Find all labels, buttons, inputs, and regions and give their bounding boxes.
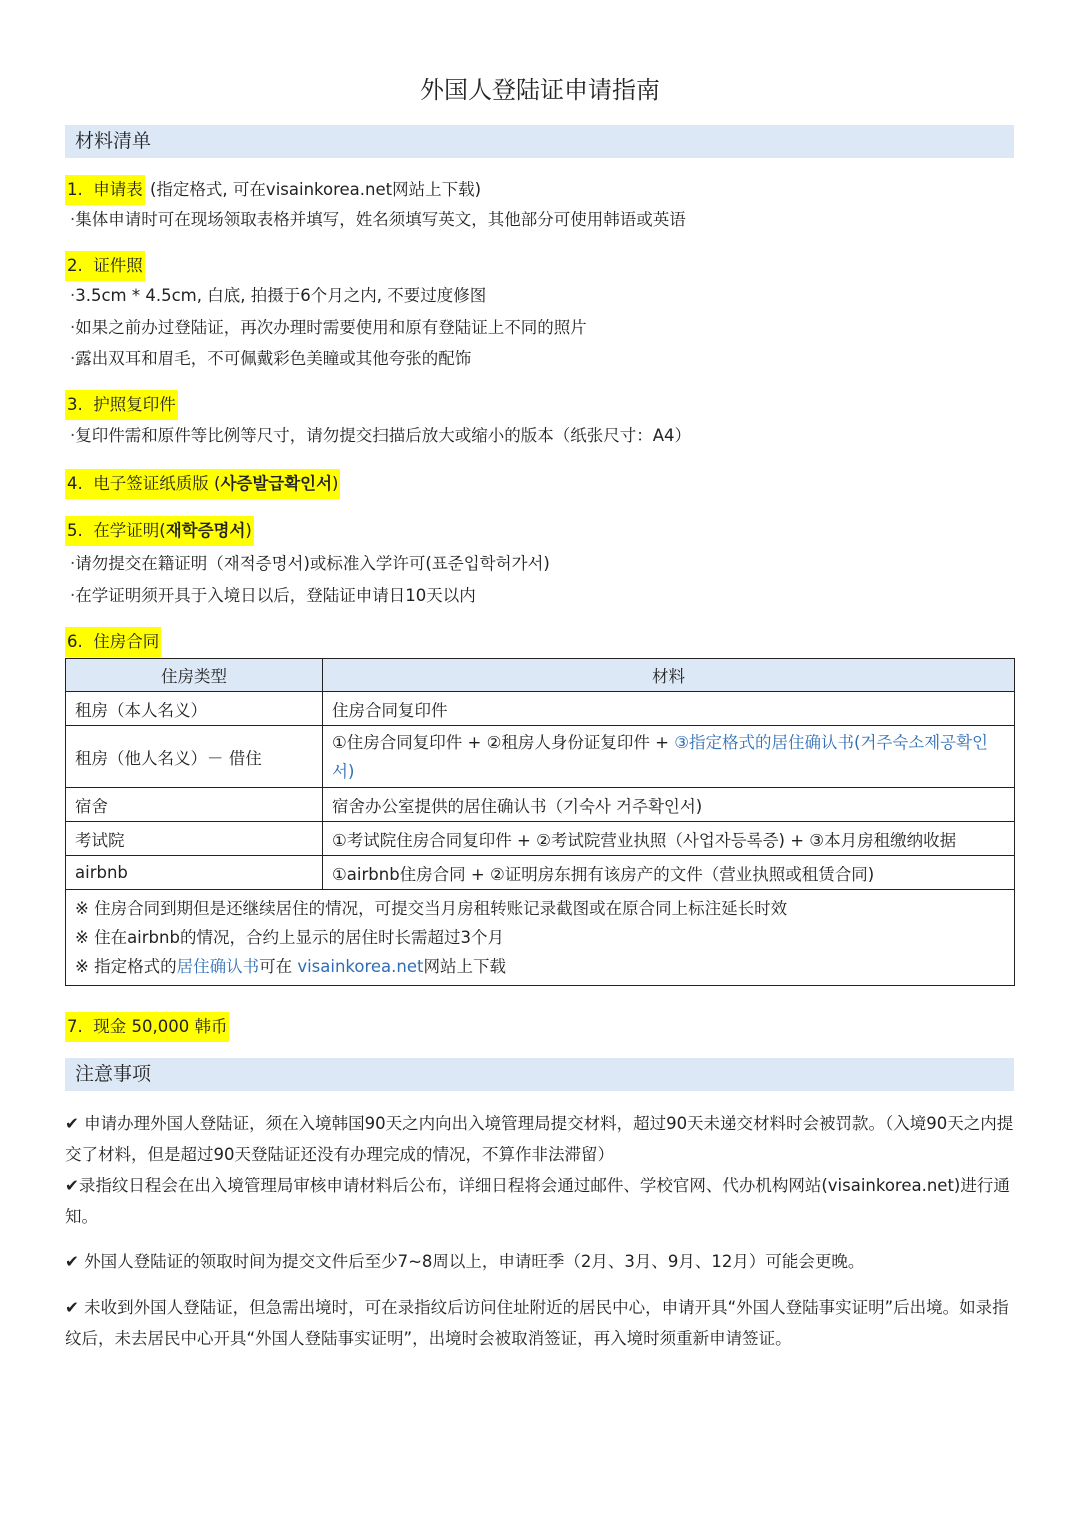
- notice-paragraph: ✔ 申请办理外国人登陆证，须在入境韩国90天之内向出入境管理局提交材料，超过90天未递交材料时会被罚款。（入境90天之内提交了材料，但是超过90天登陆证还没有办理完成的情况，不算作非法滞留）: [65, 1114, 1014, 1164]
- item-name: 申请表: [93, 180, 143, 199]
- page-title: 外国人登陆证申请指南: [420, 76, 660, 104]
- list-item: ·如果之前办过登陆证，再次办理时需要使用和原有登陆证上不同的照片: [70, 318, 587, 337]
- residence-confirmation-link[interactable]: 居住确认书: [176, 957, 260, 976]
- table-note: ※ 住在airbnb的情况，合约上显示的居住时长需超过3个月: [75, 928, 504, 947]
- list-item: ·在学证明须开具于入境日以后，登陆证申请日10天以内: [70, 586, 476, 605]
- header-housing-type: 住房类型: [66, 659, 323, 692]
- header-materials: 材料: [323, 659, 1015, 692]
- item-enrollment-cert: 5. 在学证明(재학증명서): [65, 516, 254, 546]
- table-note: ※ 住房合同到期但是还继续居住的情况，可提交当月房租转账记录截图或在原合同上标注延长时效: [75, 899, 788, 918]
- item-passport-copy: 3. 护照复印件: [65, 390, 178, 420]
- list-item: ·复印件需和原件等比例等尺寸，请勿提交扫描后放大或缩小的版本（纸张尺寸：A4）: [70, 426, 692, 445]
- item-cash: 7. 现金 50,000 韩币: [65, 1012, 229, 1042]
- table-row: 宿舍 宿舍办公室提供的居住确认书（기숙사 거주확인서): [66, 788, 1015, 822]
- notice-paragraph: ✔ 外国人登陆证的领取时间为提交文件后至少7~8周以上，申请旺季（2月、3月、9月、12月）可能会更晚。: [65, 1252, 865, 1271]
- housing-table: [65, 658, 1015, 986]
- table-row: 考试院 ①考试院住房合同复印件 + ②考试院营业执照（사업자등록증) + ③本月房租缴纳收据: [66, 822, 1015, 856]
- table-header-row: [66, 659, 1015, 692]
- item-photo: 2. 证件照: [65, 251, 145, 281]
- list-item: ·集体申请时可在现场领取表格并填写，姓名须填写英文，其他部分可使用韩语或英语: [70, 210, 686, 229]
- list-item: ·3.5cm * 4.5cm, 白底, 拍摄于6个月之内, 不要过度修图: [70, 286, 487, 305]
- table-row: 租房（本人名义） 住房合同复印件: [66, 692, 1015, 726]
- item-housing-contract: 6. 住房合同: [65, 627, 161, 657]
- list-item: ·露出双耳和眉毛，不可佩戴彩色美瞳或其他夸张的配饰: [70, 349, 472, 368]
- notice-paragraph: ✔ 未收到外国人登陆证，但急需出境时，可在录指纹后访问住址附近的居民中心，申请开具“外国人登陆事实证明”后出境。如录指纹后，未去居民中心开具“外国人登陆事实证明”，出境时会被取消签证，再入境时须重新申请签证。: [65, 1298, 1009, 1348]
- visainkorea-link[interactable]: visainkorea.net: [297, 957, 424, 976]
- table-notes-row: [66, 890, 1015, 986]
- list-item: ·请勿提交在籍证明（재적증명서)或标准入学许可(표준입학허가서): [70, 554, 550, 573]
- item-number: 1.: [67, 180, 83, 199]
- item-application-form: [65, 175, 481, 205]
- section-notes: 注意事项: [65, 1058, 1014, 1091]
- table-row: airbnb ①airbnb住房合同 + ②证明房东拥有该房产的文件（营业执照或租赁合同): [66, 856, 1015, 890]
- item-extra: (指定格式, 可在visainkorea.net网站上下载): [150, 180, 482, 199]
- residence-confirmation-link[interactable]: ③指定格式的居住确认书(거주숙소제공확인서): [332, 732, 988, 781]
- table-row: 租房（他人名义）－ 借住 ①住房合同复印件 + ②租房人身份证复印件 + ③指定格式的居住确认书(거주숙소제공확인서): [66, 726, 1015, 788]
- item-e-visa: 4. 电子签证纸质版 (사증발급확인서): [65, 469, 340, 499]
- section-materials: 材料清单: [65, 125, 1014, 158]
- notice-paragraph: ✔录指纹日程会在出入境管理局审核申请材料后公布，详细日程将会通过邮件、学校官网、代办机构网站(visainkorea.net)进行通知。: [65, 1176, 1010, 1226]
- table-note: ※ 指定格式的居住确认书可在 visainkorea.net网站上下载: [75, 957, 506, 976]
